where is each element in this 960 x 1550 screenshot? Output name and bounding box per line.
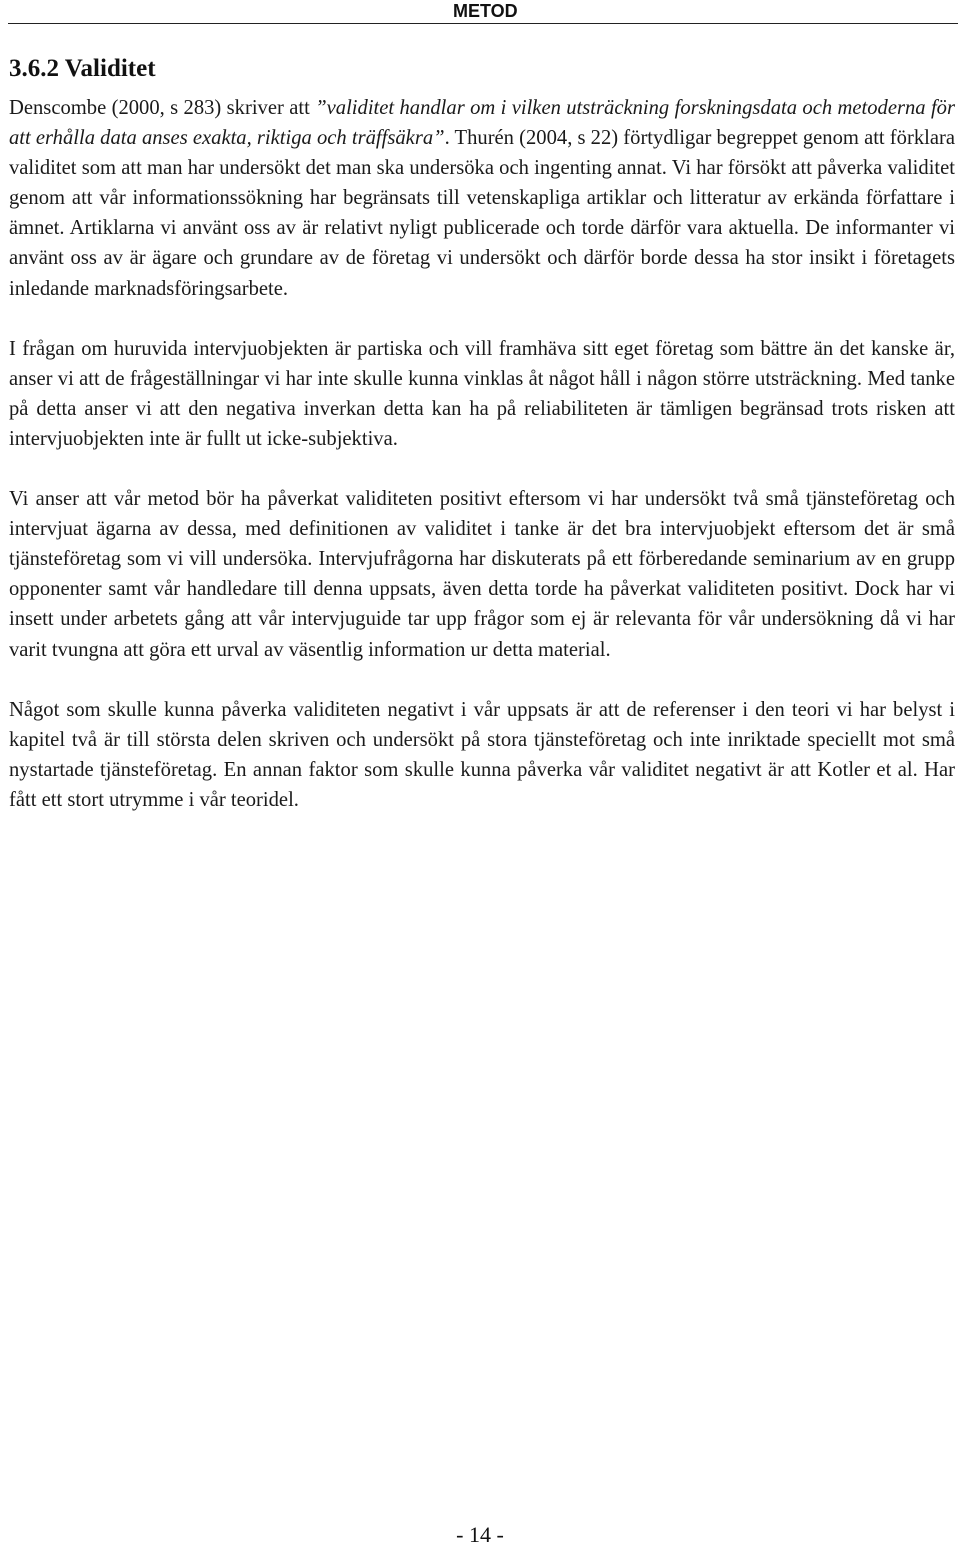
- paragraph-3: Vi anser att vår metod bör ha påverkat validiteten positivt eftersom vi har undersökt två små tjänsteföretag och intervjuat ägarna av dessa, med definitionen av validitet i tanke är det bra intervjuobjekt eftersom det är små tjänsteföretag som vi vill undersöka. Intervjufrågorna har diskuterats på ett förberedande seminarium av en grupp opponenter samt vår handledare till denna uppsats, även detta torde ha påverkat validiteten positivt. Dock har vi insett under arbetets gång att vår intervjuguide tar upp frågor som ej är relevanta för vår undersökning då vi har varit tvungna att göra ett urval av väsentlig information ur detta material.: [9, 488, 955, 661]
- paragraph-1-intro: Denscombe (2000, s 283) skriver att: [9, 97, 316, 119]
- chapter-title: METOD: [453, 1, 518, 21]
- page-body: [9, 52, 955, 815]
- paragraph-1-quote: ”validitet handlar om i vilken utsträckning forskningsdata och metoderna för att erhålla data anses exakta, riktiga och träffsäkra”: [9, 97, 955, 150]
- paragraph-2: I frågan om huruvida intervjuobjekten är partiska och vill framhäva sitt eget företag som bättre än det kanske är, anser vi att de frågeställningar vi har inte skulle kunna vinklas åt något håll i någon större utsträckning. Med tanke på detta anser vi att den negativa inverkan detta kan ha på reliabiliteten är tämligen begränsad trots risken att intervjuobjekten inte är fullt ut icke-subjektiva.: [9, 337, 955, 450]
- paragraph-4: Något som skulle kunna påverka validiteten negativt i vår uppsats är att de referenser i den teori vi har belyst i kapitel två är till största delen skriven och undersökt på stora tjänsteföretag och inte inriktade speciellt mot små nystartade tjänsteföretag. En annan faktor som skulle kunna påverka vår validitet negativt är att Kotler et al. Har fått ett stort utrymme i vår teoridel.: [9, 698, 955, 811]
- page-number: - 14 -: [456, 1522, 504, 1547]
- running-header: [8, 0, 958, 24]
- section-heading: 3.6.2 Validitet: [9, 55, 156, 82]
- paragraph-1: [9, 93, 955, 304]
- paragraph-1-rest: . Thurén (2004, s 22) förtydligar begreppet genom att förklara validitet som att man har undersökt det man ska undersöka och ingenting annat. Vi har försökt att påverka validitet genom att vår informationssökning har begränsats till vetenskapliga artiklar och litteratur av erkända författare i ämnet. Artiklarna vi använt oss av är relativt nyligt publicerade och torde därför vara aktuella. De informanter vi använt oss av är ägare och grundare av de företag vi undersökt och därför borde dessa ha stor insikt i företagets inledande marknadsföringsarbete.: [9, 127, 955, 300]
